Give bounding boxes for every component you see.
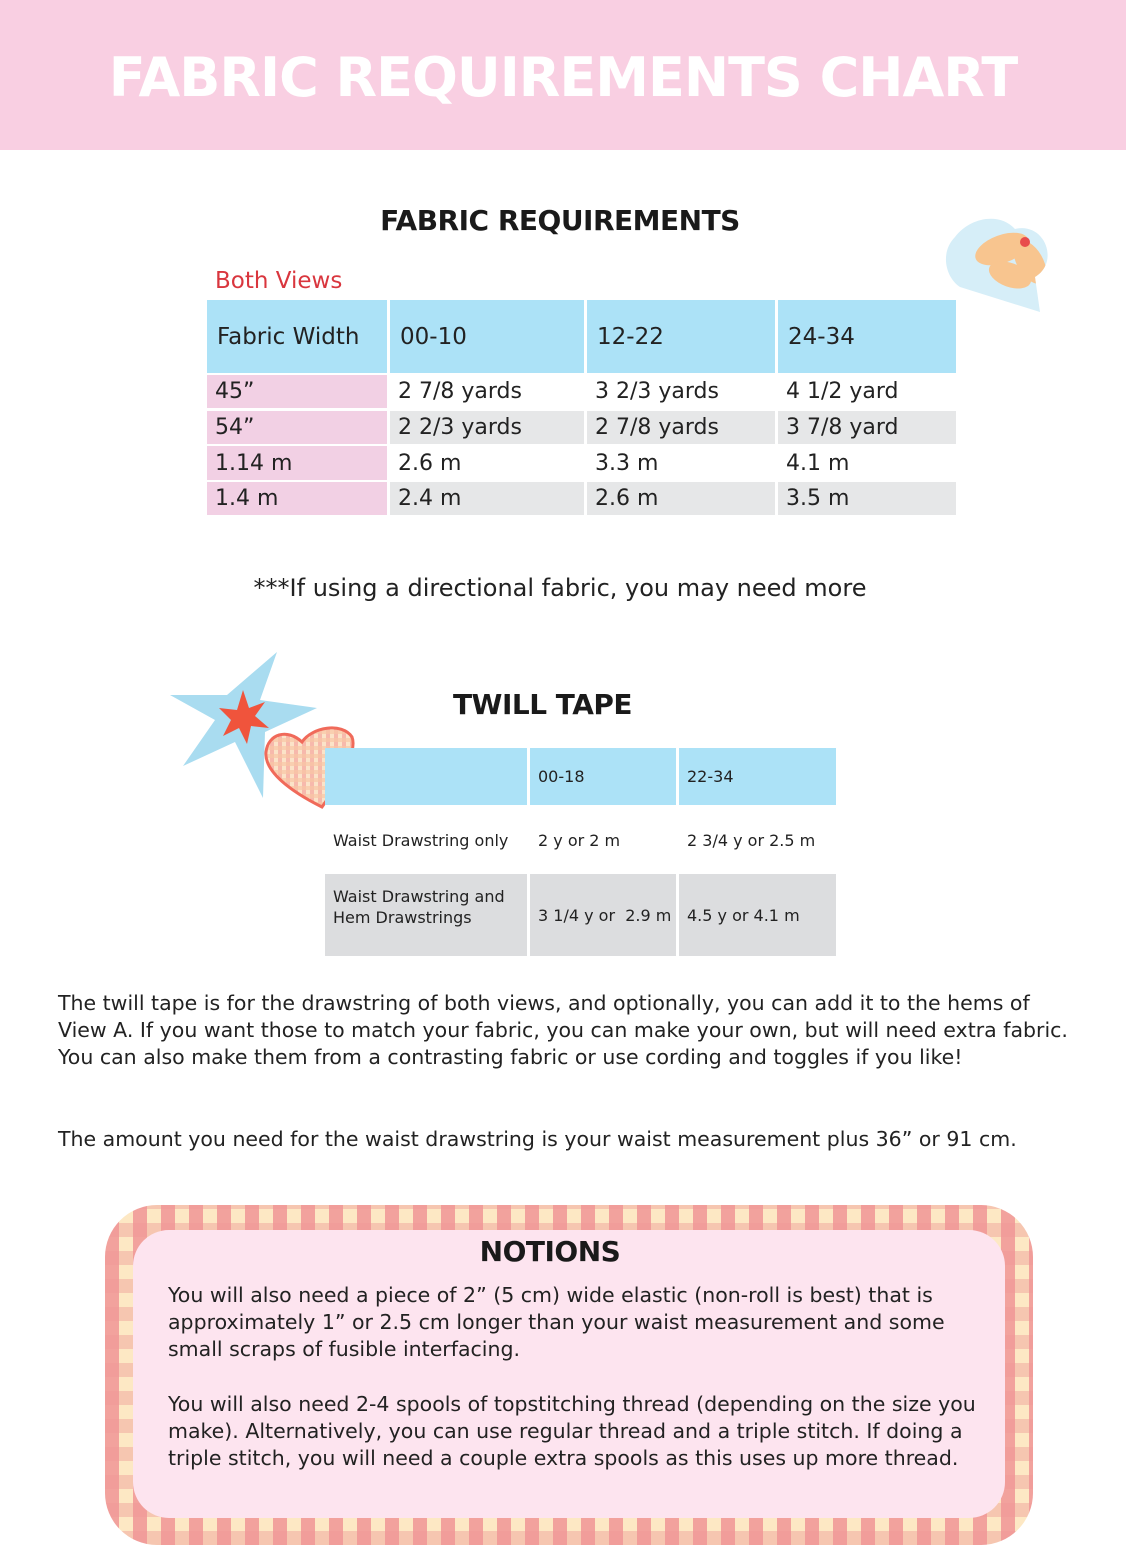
table-cell: 3.3 m xyxy=(595,450,659,476)
table-cell: 3.5 m xyxy=(778,482,956,515)
table-cell: 2 7/8 yards xyxy=(587,411,775,444)
notions-thread-paragraph: You will also need 2-4 spools of topstitching thread (depending on the size you make). Alternatively, you can use regular thread and a triple stitch. If doing a triple stitch, you will need a couple extra spools as this uses up more thread. xyxy=(168,1392,976,1470)
heart-flower-icon xyxy=(940,212,1055,322)
table-cell: 3 2/3 yards xyxy=(595,379,719,404)
table-cell: 4 1/2 yard xyxy=(786,379,899,404)
header-cell xyxy=(325,748,527,805)
table-cell: 2.4 m xyxy=(390,482,584,515)
row-label: 54” xyxy=(207,411,387,444)
notions-title: NOTIONS xyxy=(479,1235,621,1268)
header-cell: 00-10 xyxy=(390,300,584,373)
table-cell: 2.6 m xyxy=(587,482,775,515)
header-cell: 24-34 xyxy=(778,300,956,373)
table-cell: 2 7/8 yards xyxy=(398,379,522,404)
twill-tape-title: TWILL TAPE xyxy=(452,688,633,721)
table-cell: 4.1 m xyxy=(786,450,850,476)
table-cell: 2 y or 2 m xyxy=(538,830,621,850)
directional-fabric-note: ***If using a directional fabric, you may need more xyxy=(253,574,867,602)
table-cell: 2 3/4 y or 2.5 m xyxy=(687,830,816,850)
table-cell: 2.6 m xyxy=(398,450,462,476)
notions-elastic-paragraph: You will also need a piece of 2” (5 cm) wide elastic (non-roll is best) that is approximately 1” or 2.5 cm longer than your waist measurement and some small scraps of fusible interfacing. xyxy=(168,1283,945,1361)
fabric-requirements-title: FABRIC REQUIREMENTS xyxy=(380,204,740,237)
row-label: 45” xyxy=(207,375,387,408)
row-label: Waist Drawstring and Hem Drawstrings xyxy=(325,874,527,956)
table-cell: 3 1/4 y or 2.9 m xyxy=(530,874,676,956)
header-cell: 00-18 xyxy=(530,748,676,805)
row-label: Waist Drawstring only xyxy=(333,830,509,850)
header-cell: 22-34 xyxy=(679,748,836,805)
table-row xyxy=(207,446,956,480)
row-label: 1.14 m xyxy=(207,446,387,480)
notions-box xyxy=(133,1230,1005,1518)
row-label: 1.4 m xyxy=(207,482,387,515)
table-cell: 2 2/3 yards xyxy=(390,411,584,444)
table-cell: 4.5 y or 4.1 m xyxy=(679,874,836,956)
table-cell: 3 7/8 yard xyxy=(778,411,956,444)
table-header-row xyxy=(207,300,956,373)
waist-drawstring-paragraph: The amount you need for the waist drawstring is your waist measurement plus 36” or 91 cm. xyxy=(58,1127,1017,1151)
twill-tape-paragraph: The twill tape is for the drawstring of both views, and optionally, you can add it to the hems of View A. If you want those to match your fabric, you can make your own, but will need extra fabric. You can also make them from a contrasting fabric or use cording and toggles if you like! xyxy=(58,991,1068,1069)
header-cell: Fabric Width xyxy=(207,300,387,373)
table-row xyxy=(207,482,956,515)
header-cell: 12-22 xyxy=(587,300,775,373)
page-title: FABRIC REQUIREMENTS CHART xyxy=(108,46,1018,109)
both-views-label: Both Views xyxy=(215,268,343,294)
table-row xyxy=(207,411,956,444)
table-row xyxy=(207,375,956,408)
